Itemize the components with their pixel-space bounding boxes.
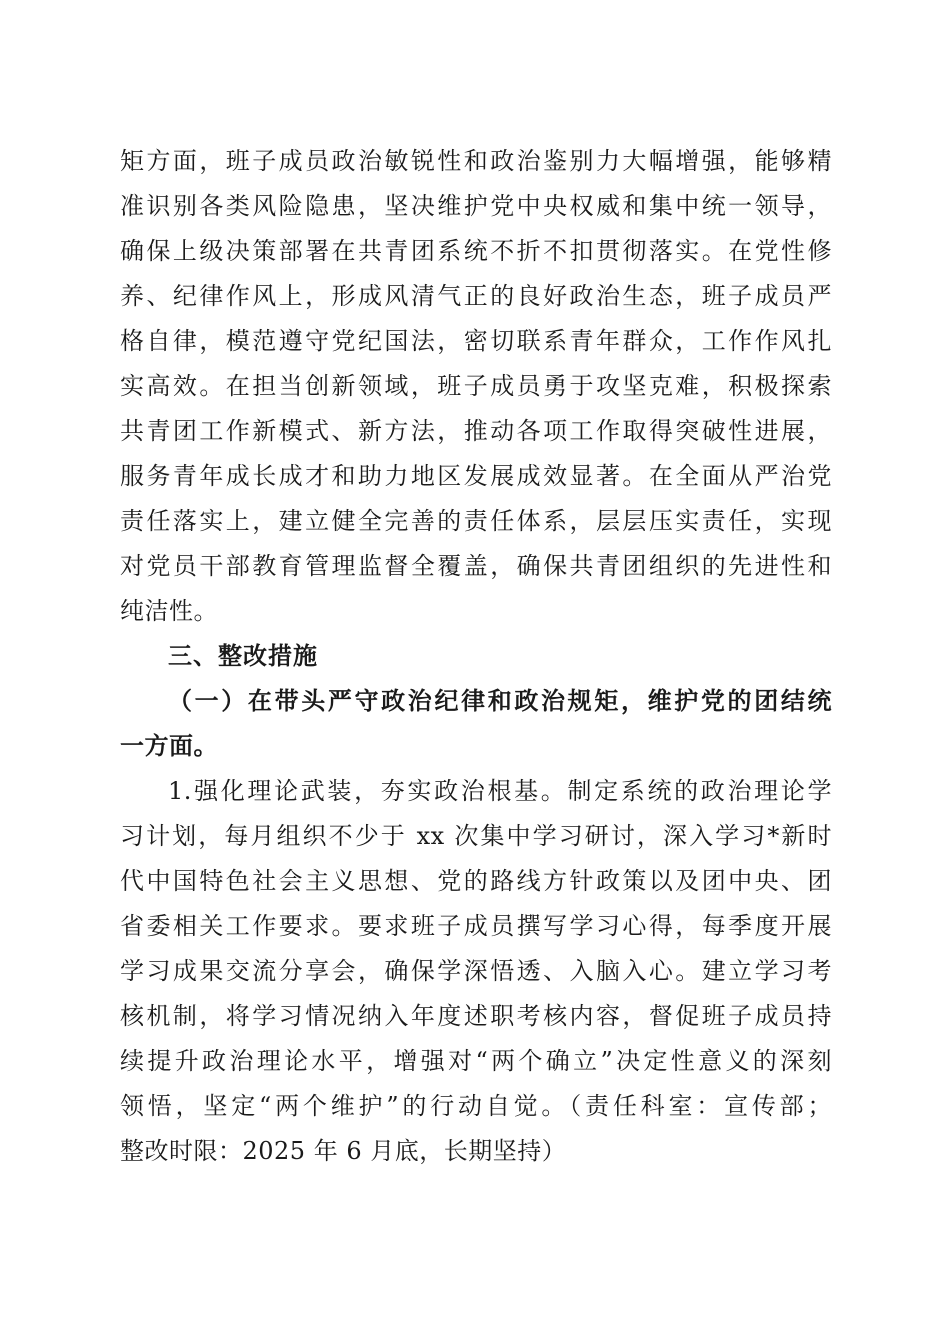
paragraph-2-line-5: 学习成果交流分享会，确保学深悟透、入脑入心。建立学习考 [120, 957, 832, 985]
paragraph-1-line-10: 对党员干部教育管理监督全覆盖，确保共青团组织的先进性和 [120, 552, 832, 580]
paragraph-2-line-8: 领悟，坚定“两个维护”的行动自觉。（责任科室：宣传部； [120, 1092, 832, 1120]
paragraph-1-line-3: 确保上级决策部署在共青团系统不折不扣贯彻落实。在党性修 [120, 237, 832, 265]
paragraph-2-line-7: 续提升政治理论水平，增强对“两个确立”决定性意义的深刻 [120, 1047, 832, 1075]
subheading-line-2: 一方面。 [120, 731, 218, 760]
subheading-line-1: （一）在带头严守政治纪律和政治规矩，维护党的团结统 [168, 686, 832, 715]
paragraph-1-line-5: 格自律，模范遵守党纪国法，密切联系青年群众，工作作风扎 [120, 327, 832, 355]
paragraph-1-line-9: 责任落实上，建立健全完善的责任体系，层层压实责任，实现 [120, 507, 832, 535]
paragraph-1-line-2: 准识别各类风险隐患，坚决维护党中央权威和集中统一领导， [120, 192, 832, 220]
paragraph-2-line-2: 习计划，每月组织不少于 xx 次集中学习研讨，深入学习*新时 [120, 822, 832, 850]
paragraph-2-line-6: 核机制，将学习情况纳入年度述职考核内容，督促班子成员持 [120, 1002, 832, 1030]
paragraph-2-line-1: 1.强化理论武装，夯实政治根基。制定系统的政治理论学 [168, 777, 832, 805]
paragraph-1-line-1: 矩方面，班子成员政治敏锐性和政治鉴别力大幅增强，能够精 [120, 147, 832, 175]
paragraph-2-line-4: 省委相关工作要求。要求班子成员撰写学习心得，每季度开展 [120, 912, 832, 940]
paragraph-1-line-8: 服务青年成长成才和助力地区发展成效显著。在全面从严治党 [120, 462, 832, 490]
paragraph-1-line-4: 养、纪律作风上，形成风清气正的良好政治生态，班子成员严 [120, 282, 832, 310]
paragraph-2-line-9: 整改时限：2025 年 6 月底，长期坚持） [120, 1137, 567, 1165]
paragraph-1-line-6: 实高效。在担当创新领域，班子成员勇于攻坚克难，积极探索 [120, 372, 832, 400]
section-heading: 三、整改措施 [168, 642, 318, 670]
paragraph-1-line-7: 共青团工作新模式、新方法，推动各项工作取得突破性进展， [120, 417, 832, 445]
paragraph-1-line-11: 纯洁性。 [120, 597, 218, 625]
paragraph-2-line-3: 代中国特色社会主义思想、党的路线方针政策以及团中央、团 [120, 867, 832, 895]
